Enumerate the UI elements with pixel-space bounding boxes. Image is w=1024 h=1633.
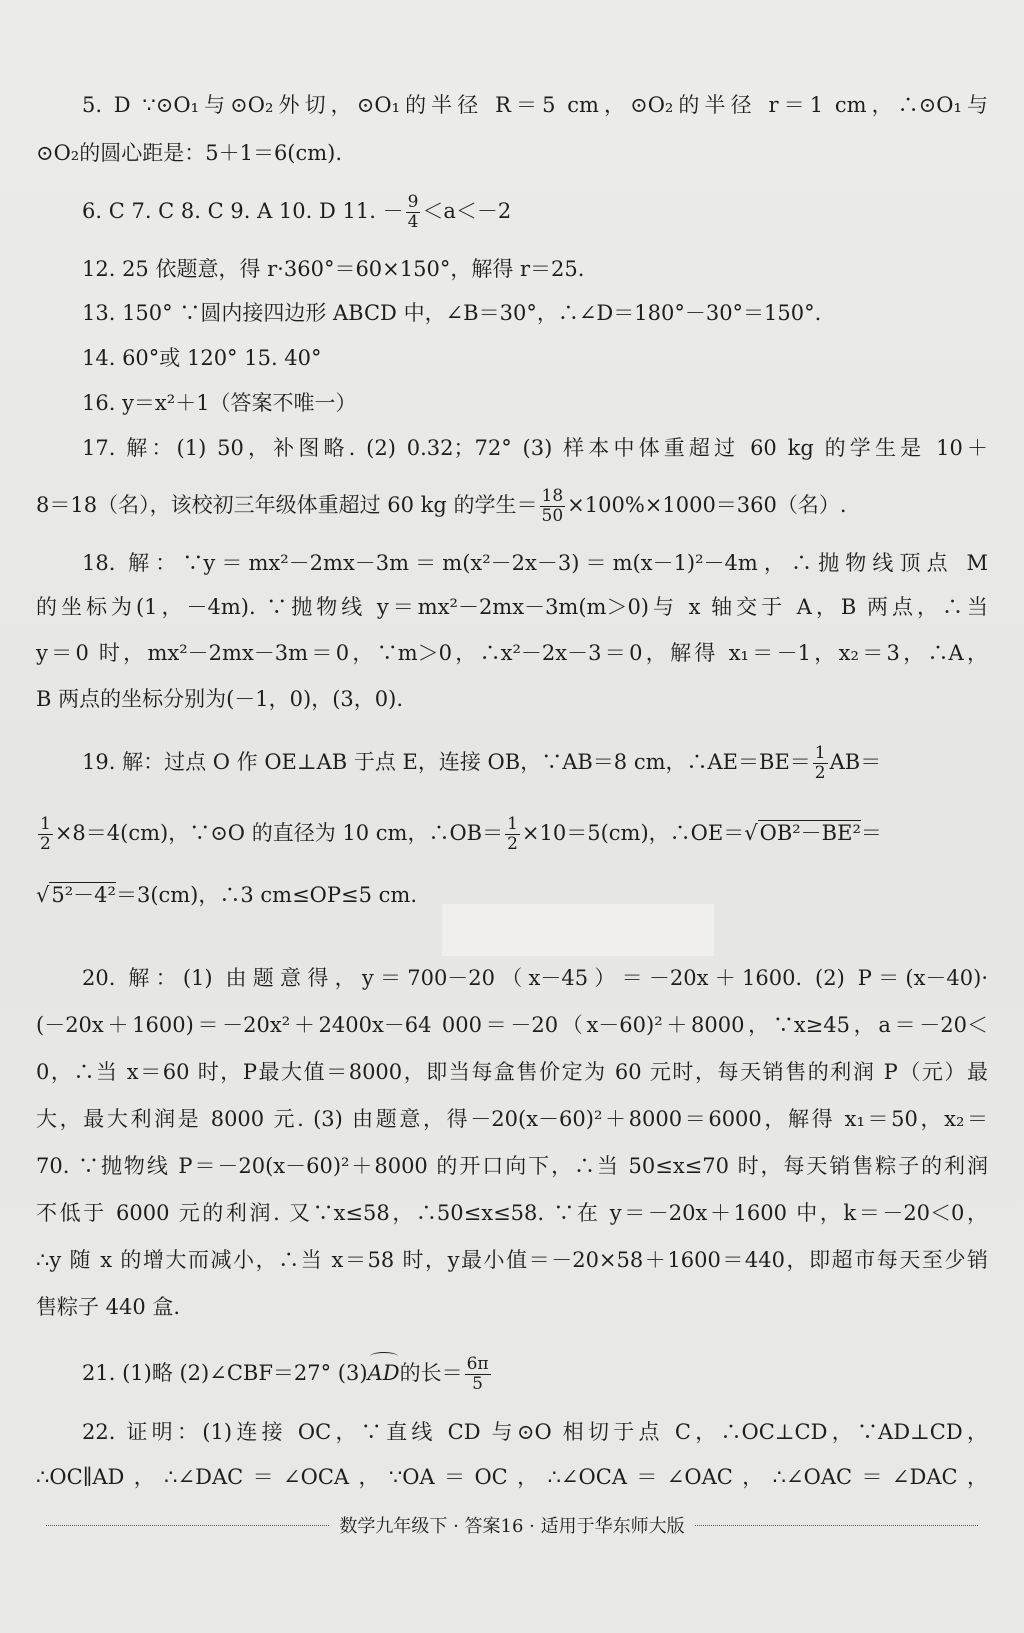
- answer-19-line-1: [82, 744, 988, 783]
- answer-12: 12. 25 依题意，得 r·360°＝60×150°，解得 r＝25.: [82, 257, 585, 281]
- footer-right-rule: [695, 1525, 978, 1526]
- answer-19-line-1-text: 19. 解：过点 O 作 OE⊥AB 于点 E，连接 OB，∵AB＝8 cm，∴AE＝BE＝: [82, 750, 811, 774]
- answer-20-line-5: 70. ∵抛物线 P＝－20(x－60)²＋8000 的开口向下，∴当 50≤x≤70 时，每天销售粽子的利润: [36, 1154, 988, 1178]
- answer-19-line-2-tail: ＝: [860, 821, 882, 845]
- answer-19-line-3-tail: ＝3(cm)，∴3 cm≤OP≤5 cm.: [115, 883, 418, 907]
- answer-20-line-6: 不低于 6000 元的利润. 又∵x≤58，∴50≤x≤58. ∵在 y＝－20x＋1600 中，k＝－20＜0，: [36, 1201, 988, 1225]
- answer-18-line-2: 的坐标为(1，－4m). ∵抛物线 y＝mx²－2mx－3m(m＞0)与 x 轴交于 A，B 两点，∴当: [36, 595, 988, 619]
- fraction-numerator: 9: [407, 192, 419, 212]
- footer-left-rule: [46, 1525, 329, 1526]
- page-footer: [36, 1510, 988, 1540]
- fraction-denominator: 4: [407, 212, 419, 232]
- answer-17-line-2: [36, 487, 988, 526]
- answer-13: 13. 150° ∵圆内接四边形 ABCD 中，∠B＝30°，∴∠D＝180°－30°＝150°.: [82, 301, 822, 325]
- fraction-1-2: [505, 815, 520, 854]
- answer-19-line-1-tail: AB＝: [829, 750, 882, 774]
- arc-text: AD: [367, 1361, 400, 1385]
- sqrt-radical: √: [744, 821, 758, 845]
- answer-21: [82, 1355, 988, 1394]
- fraction-numerator: 1: [814, 743, 826, 763]
- fraction-numerator: 1: [507, 814, 518, 834]
- fraction-sign: －: [382, 199, 404, 223]
- answer-20-line-1: 20. 解：(1) 由题意得，y＝700－20（x－45）＝－20x＋1600. (2) P＝(x－40)·: [82, 966, 988, 990]
- sqrt-radical: √: [36, 883, 50, 907]
- answer-22-line-1: 22. 证明：(1)连接 OC，∵直线 CD 与⊙O 相切于点 C，∴OC⊥CD，∵AD⊥CD，: [82, 1420, 988, 1444]
- answer-17-line-2-text: 8＝18（名），该校初三年级体重超过 60 kg 的学生＝: [36, 493, 538, 517]
- answer-18-line-4: B 两点的坐标分别为(－1，0)，(3，0).: [36, 687, 403, 711]
- answer-19-line-2-text: ×8＝4(cm)，∵⊙O 的直径为 10 cm，∴OB＝: [54, 821, 504, 845]
- fraction-6pi-5: [465, 1355, 491, 1394]
- fraction-18-50: [540, 487, 566, 526]
- answers-6-11: [82, 193, 988, 232]
- sqrt-content: OB²－BE²: [759, 821, 861, 845]
- sqrt-content: 5²－4²: [51, 883, 116, 907]
- fraction-denominator: 2: [507, 834, 518, 854]
- answer-20-line-4: 大，最大利润是 8000 元. (3) 由题意，得－20(x－60)²＋8000＝6000，解得 x₁＝50，x₂＝: [36, 1107, 988, 1131]
- answer-19-line-2: [36, 815, 988, 854]
- answer-20-line-8: 售粽子 440 盒.: [36, 1295, 181, 1319]
- answer-18-line-3: y＝0 时，mx²－2mx－3m＝0，∵m＞0，∴x²－2x－3＝0，解得 x₁＝－1，x₂＝3，∴A，: [36, 641, 988, 665]
- answer-5-line-2: ⊙O₂的圆心距是：5＋1＝6(cm).: [36, 141, 343, 165]
- answer-20-line-3: 0，∴当 x＝60 时，P最大值＝8000，即当每盒售价定为 60 元时，每天销售的利润 P（元）最: [36, 1060, 988, 1084]
- answer-20-line-7: ∴y 随 x 的增大而减小，∴当 x＝58 时，y最小值＝－20×58＋1600＝440，即超市每天至少销: [36, 1248, 988, 1272]
- arc-label: [368, 1358, 400, 1388]
- answer-21-text: 21. (1)略 (2)∠CBF＝27° (3): [82, 1361, 368, 1385]
- answer-22-line-2: ∴OC∥AD，∴∠DAC＝∠OCA，∵OA＝OC，∴∠OCA＝∠OAC，∴∠OAC＝∠DAC，: [36, 1465, 988, 1489]
- fraction-denominator: 2: [40, 834, 51, 854]
- fraction-numerator: 18: [541, 486, 564, 506]
- footer-text: 数学九年级下 · 答案16 · 适用于华东师大版: [339, 1516, 685, 1537]
- fraction-numerator: 1: [40, 814, 51, 834]
- answers-14-15: 14. 60°或 120° 15. 40°: [82, 346, 322, 370]
- answer-19-line-2-mid: ×10＝5(cm)，∴OE＝: [521, 821, 745, 845]
- answer-18-line-1: 18. 解：∵y＝mx²－2mx－3m＝m(x²－2x－3)＝m(x－1)²－4m，∴抛物线顶点 M: [82, 551, 988, 575]
- fraction-1-2: [813, 744, 828, 783]
- arc-mark: [370, 1352, 398, 1361]
- fraction-denominator: 2: [814, 763, 826, 783]
- fraction-numerator: 6π: [466, 1354, 489, 1374]
- answer-17-line-2-tail: ×100%×1000＝360（名）.: [567, 493, 847, 517]
- answers-6-11-text: 6. C 7. C 8. C 9. A 10. D 11.: [82, 199, 383, 223]
- fraction-1-2: [38, 815, 53, 854]
- answer-17-line-1: 17. 解：(1) 50，补图略. (2) 0.32；72° (3) 样本中体重超过 60 kg 的学生是 10＋: [82, 436, 988, 460]
- fraction-9-4: [406, 193, 421, 232]
- answer-11-tail: ＜a＜－2: [422, 199, 512, 223]
- answer-16: 16. y＝x²＋1（答案不唯一）: [82, 391, 357, 415]
- answer-5-line-1: 5. D ∵⊙O₁与⊙O₂外切，⊙O₁的半径 R＝5 cm，⊙O₂的半径 r＝1 cm，∴⊙O₁与: [82, 93, 988, 117]
- blank-patch: [442, 904, 714, 956]
- fraction-denominator: 5: [472, 1374, 483, 1394]
- answer-21-mid: 的长＝: [399, 1361, 463, 1385]
- fraction-denominator: 50: [541, 506, 564, 526]
- answer-20-line-2: (－20x＋1600)＝－20x²＋2400x－64 000＝－20（x－60)²＋8000，∵x≥45，a＝－20＜: [36, 1013, 988, 1037]
